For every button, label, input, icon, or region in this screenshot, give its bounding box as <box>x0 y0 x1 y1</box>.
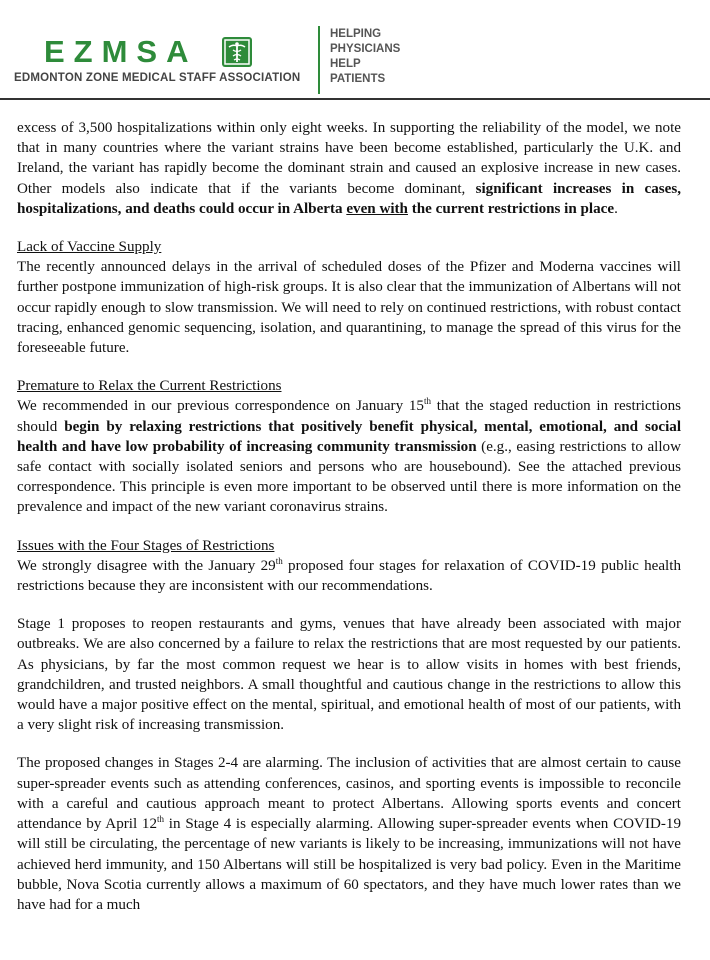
bold-text: the current restrictions in place <box>407 200 615 217</box>
section-four-stages <box>17 536 681 597</box>
superscript: th <box>275 555 283 566</box>
header-rule <box>0 98 710 100</box>
text: The proposed changes in Stages 2-4 are alarming. The inclusion of activities that are almost certain to cause super-spreader events such as attending conferences, casinos, and sporting events is impossible to reconcile with a careful and cautious approach meant to protect Albertans. Allowing sports events and concert attendance by April 12 <box>17 755 681 833</box>
text: excess of 3,500 hospitalizations within only eight weeks. In supporting the reliability of the model, we note that in many countries where the variant strains have been become established, particularly the U.K. and Ireland, the variant has rapidly become the dominant strain and caused an explosive increase in new cases. Other models also indicate that if the variants become dominant, <box>17 120 681 197</box>
section-heading: Premature to Relax the Current Restrictions <box>17 378 282 395</box>
tagline-line: HELP <box>330 58 361 70</box>
section-premature-relax <box>17 376 681 517</box>
text: . <box>614 200 618 217</box>
letter-body <box>17 118 681 915</box>
logo-text: EZMSA <box>44 34 198 69</box>
header-divider <box>318 26 320 94</box>
text: (e.g., easing restrictions to allow safe contact with socially isolated seniors and persons who are housebound). See the attached previous correspondence. This principle is even more important to be observed until there is more information on the prevalence and impact of the new variant coronavirus strains. <box>17 438 681 516</box>
bold-text: begin by relaxing restrictions that positively benefit physical, mental, emotional, and social health and have low probability of increasing community transmission <box>17 418 682 455</box>
paragraph-stage-1: Stage 1 proposes to reopen restaurants and gyms, venues that have already been associated with major outbreaks. We are also concerned by a failure to relax the restrictions that are most requested by our patients. As physicians, by far the most common request we hear is to allow visits in homes with best friends, grandchildren, and trusted neighbors. A small thoughtful and cautious change in the restrictions to allow this would have a major positive effect on the mental, spiritual, and emotional health of most of our patients, with a very slight risk of increasing transmission. <box>17 616 681 734</box>
bold-text: significant increases in cases, hospitalizations, and deaths could occur in Alberta <box>17 180 681 217</box>
text: in Stage 4 is especially alarming. Allowing super-spreader events when COVID-19 will still be circulating, the percentage of new variants is likely to be increasing, immunizations will not have achieved herd immunity, and 150 Albertans will still be hospitalized is very bad policy. Even in the Maritime bubble, Nova Scotia currently allows a maximum of 60 spectators, and they have much lower rates than we have had for a much <box>17 816 681 913</box>
bold-underlined-text: even with <box>346 200 408 217</box>
tagline-line: PATIENTS <box>330 73 386 85</box>
tagline-line: HELPING <box>330 28 382 40</box>
superscript: th <box>157 814 165 825</box>
section-heading: Issues with the Four Stages of Restrictions <box>17 537 275 554</box>
text: proposed four stages for relaxation of COVID-19 public health restrictions because they are inconsistent with our recommendations. <box>17 557 681 595</box>
letterhead <box>0 0 710 100</box>
paragraph-stages-2-4 <box>17 753 681 915</box>
caduceus-icon <box>222 37 252 67</box>
section-text: The recently announced delays in the arrival of scheduled doses of the Pfizer and Moderna vaccines will further postpone immunization of high-risk groups. It is also clear that the immunization of Albertans will not occur rapidly enough to slow transmission. We will need to rely on continued restrictions, with robust contact tracing, enhanced genomic sequencing, isolation, and quarantining, to manage the spread of this virus for the foreseeable future. <box>17 259 681 357</box>
org-name: EDMONTON ZONE MEDICAL STAFF ASSOCIATION <box>14 72 301 84</box>
text: We strongly disagree with the January 29 <box>17 557 276 574</box>
section-vaccine-supply <box>17 237 681 358</box>
text: We recommended in our previous correspondence on January 15 <box>17 398 424 415</box>
text: that the staged reduction in restrictions should <box>17 398 681 435</box>
paragraph-variants <box>17 118 681 219</box>
tagline <box>330 27 400 87</box>
tagline-line: PHYSICIANS <box>330 43 401 55</box>
superscript: th <box>423 396 431 407</box>
section-heading: Lack of Vaccine Supply <box>17 239 162 256</box>
